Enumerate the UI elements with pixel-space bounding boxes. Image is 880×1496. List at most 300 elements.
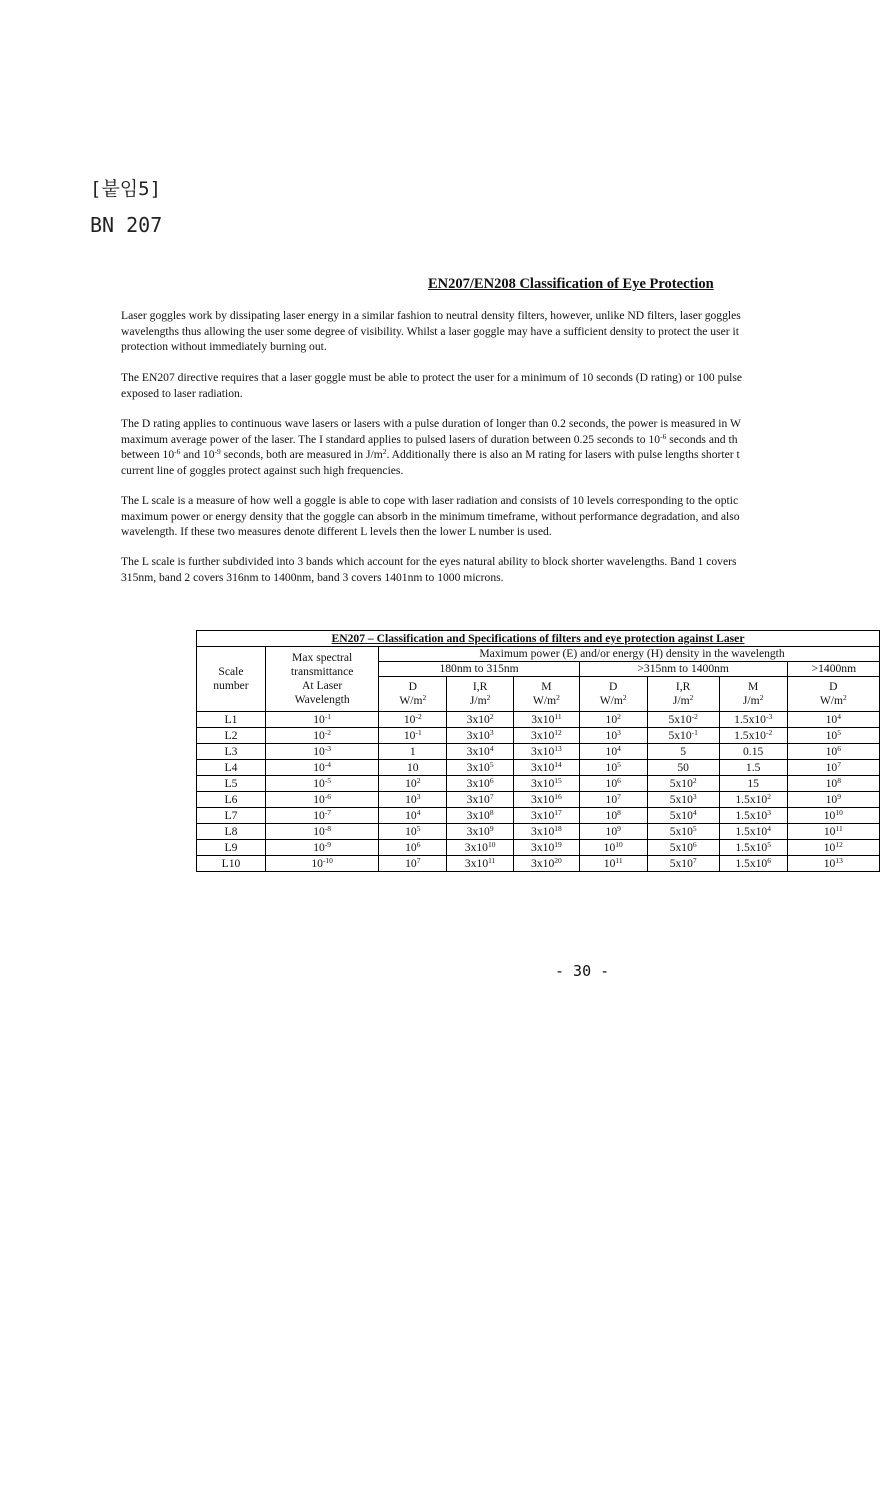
cell-exponent: 5 bbox=[416, 823, 421, 833]
unit-header bbox=[579, 677, 647, 712]
cell-value: L5 bbox=[224, 776, 238, 790]
cell-value: 10 bbox=[823, 840, 836, 854]
table-cell bbox=[379, 808, 447, 824]
cell-exponent: 2 bbox=[692, 775, 697, 785]
cell-value: 3x10 bbox=[531, 856, 555, 870]
cell-exponent: 7 bbox=[692, 855, 697, 865]
table-cell bbox=[647, 776, 719, 792]
table-cell bbox=[647, 760, 719, 776]
cell-exponent: 8 bbox=[489, 807, 494, 817]
classification-table-wrapper bbox=[196, 630, 857, 880]
header-line: At Laser bbox=[302, 679, 343, 692]
paragraph-line: wavelengths thus allowing the user some degree of visibility. Whilst a laser goggle may have a sufficient density to protect the user it bbox=[121, 324, 739, 338]
scale-level-cell bbox=[197, 728, 266, 744]
table-cell bbox=[379, 712, 447, 728]
paragraph-goggle-function bbox=[121, 308, 819, 355]
text-run: between 10 bbox=[121, 448, 175, 462]
superscript: -9 bbox=[214, 447, 221, 457]
cell-value: 10 bbox=[825, 792, 838, 806]
table-cell bbox=[647, 840, 719, 856]
cell-exponent: 3 bbox=[489, 727, 494, 737]
table-cell bbox=[265, 808, 378, 824]
section-title: EN207/EN208 Classification of Eye Protection bbox=[428, 276, 714, 292]
cell-value: 10 bbox=[313, 728, 325, 742]
document-code: BN 207 bbox=[90, 213, 163, 237]
cell-exponent: 6 bbox=[837, 743, 841, 753]
table-cell bbox=[447, 824, 514, 840]
table-cell bbox=[787, 824, 879, 840]
cell-exponent: 3 bbox=[416, 791, 421, 801]
cell-value: 3x10 bbox=[531, 824, 555, 838]
cell-exponent: -8 bbox=[324, 823, 332, 833]
cell-exponent: -1 bbox=[691, 727, 698, 737]
cell-value: 5 bbox=[680, 744, 687, 758]
cell-exponent: 13 bbox=[554, 743, 562, 753]
superscript: -6 bbox=[660, 431, 667, 441]
cell-value: 5x10 bbox=[668, 712, 692, 726]
table-cell bbox=[379, 824, 447, 840]
cell-value: 10 bbox=[825, 728, 838, 742]
cell-value: L8 bbox=[224, 824, 238, 838]
table-row bbox=[197, 776, 880, 792]
paragraph-line bbox=[121, 447, 819, 463]
cell-value: 10 bbox=[403, 712, 416, 726]
cell-value: 10 bbox=[825, 760, 838, 774]
cell-exponent: 12 bbox=[835, 839, 843, 849]
paragraph-line: wavelength. If these two measures denote different L levels then the lower L number is used. bbox=[121, 525, 552, 539]
cell-value: 10 bbox=[605, 712, 618, 726]
cell-value: L6 bbox=[224, 792, 238, 806]
table-cell bbox=[447, 808, 514, 824]
cell-exponent: -9 bbox=[324, 839, 332, 849]
table-cell bbox=[379, 728, 447, 744]
rating-label: I,R bbox=[472, 680, 488, 693]
cell-value: 10 bbox=[407, 760, 419, 774]
cell-value: 10 bbox=[403, 728, 416, 742]
table-cell bbox=[787, 760, 879, 776]
header-line: number bbox=[213, 679, 249, 692]
table-row bbox=[197, 712, 880, 728]
cell-value: 1.5x10 bbox=[735, 840, 768, 854]
superscript: -6 bbox=[174, 447, 181, 457]
table-cell bbox=[265, 712, 378, 728]
cell-value: L4 bbox=[224, 760, 238, 774]
cell-exponent: 5 bbox=[837, 727, 841, 737]
cell-exponent: -2 bbox=[765, 727, 773, 737]
cell-exponent: 11 bbox=[554, 711, 562, 721]
cell-value: 10 bbox=[823, 824, 836, 838]
unit-header bbox=[719, 677, 787, 712]
table-cell bbox=[265, 856, 378, 872]
table-row bbox=[197, 760, 880, 776]
unit-label bbox=[379, 694, 446, 708]
table-cell bbox=[379, 744, 447, 760]
paragraph-line: 315nm, band 2 covers 316nm to 1400nm, band 3 covers 1401nm to 1000 microns. bbox=[121, 570, 504, 584]
table-row bbox=[197, 792, 880, 808]
cell-exponent: 7 bbox=[837, 759, 841, 769]
cell-exponent: -1 bbox=[324, 711, 332, 721]
cell-value: 10 bbox=[313, 840, 325, 854]
unit-exponent: 2 bbox=[486, 693, 491, 702]
table-cell bbox=[265, 840, 378, 856]
paragraph-en207-directive bbox=[121, 370, 819, 401]
rating-label: D bbox=[609, 680, 618, 693]
table-cell bbox=[719, 808, 787, 824]
table-cell bbox=[514, 744, 580, 760]
cell-exponent: -7 bbox=[324, 807, 332, 817]
table-cell bbox=[647, 744, 719, 760]
unit-label bbox=[580, 694, 647, 708]
table-cell bbox=[719, 760, 787, 776]
cell-value: 3x10 bbox=[531, 808, 555, 822]
cell-value: 3x10 bbox=[531, 744, 555, 758]
cell-exponent: -2 bbox=[415, 711, 422, 721]
table-cell bbox=[379, 776, 447, 792]
cell-value: 1.5x10 bbox=[735, 792, 768, 806]
cell-exponent: 5 bbox=[767, 839, 771, 849]
table-cell bbox=[379, 792, 447, 808]
cell-value: 10 bbox=[405, 840, 417, 854]
cell-exponent: -10 bbox=[322, 855, 333, 865]
cell-value: 3x10 bbox=[531, 792, 555, 806]
cell-value: 10 bbox=[311, 856, 323, 870]
density-group-header: Maximum power (E) and/or energy (H) density in the wavelength bbox=[379, 647, 880, 662]
superscript: 2 bbox=[382, 447, 387, 457]
cell-value: 10 bbox=[405, 808, 417, 822]
table-cell bbox=[447, 840, 514, 856]
cell-exponent: 2 bbox=[489, 711, 494, 721]
table-cell bbox=[265, 824, 378, 840]
cell-exponent: -3 bbox=[765, 711, 773, 721]
unit-header bbox=[787, 677, 879, 712]
cell-exponent: 4 bbox=[617, 743, 621, 753]
cell-value: 10 bbox=[605, 728, 618, 742]
cell-value: 50 bbox=[677, 760, 689, 774]
text-run: . Additionally there is also an M rating for lasers with pulse lengths shorter t bbox=[386, 448, 740, 462]
header-line: Max spectral bbox=[292, 651, 353, 664]
cell-value: 10 bbox=[823, 856, 836, 870]
table-row bbox=[197, 856, 880, 872]
cell-exponent: 4 bbox=[767, 823, 771, 833]
rating-label: M bbox=[747, 680, 759, 693]
table-cell bbox=[719, 776, 787, 792]
paragraph-line: exposed to laser radiation. bbox=[121, 386, 243, 400]
scale-level-cell bbox=[197, 824, 266, 840]
cell-exponent: 17 bbox=[554, 807, 562, 817]
cell-exponent: 2 bbox=[617, 711, 621, 721]
transmittance-header bbox=[265, 647, 378, 712]
cell-value: 10 bbox=[603, 840, 616, 854]
cell-exponent: -3 bbox=[324, 743, 332, 753]
cell-exponent: 5 bbox=[617, 759, 621, 769]
scale-level-cell bbox=[197, 712, 266, 728]
table-cell bbox=[579, 792, 647, 808]
paragraph-line: Laser goggles work by dissipating laser energy in a similar fashion to neutral density filters, however, unlike ND filters, laser goggles bbox=[121, 309, 741, 322]
cell-value: 1.5x10 bbox=[735, 808, 768, 822]
cell-exponent: 3 bbox=[617, 727, 621, 737]
cell-exponent: 11 bbox=[488, 855, 496, 865]
cell-exponent: 14 bbox=[554, 759, 562, 769]
paragraph-l-scale bbox=[121, 493, 819, 540]
cell-exponent: 10 bbox=[487, 839, 496, 849]
cell-exponent: 4 bbox=[692, 807, 697, 817]
cell-value: 5x10 bbox=[668, 728, 692, 742]
table-cell bbox=[265, 776, 378, 792]
cell-value: 10 bbox=[405, 776, 417, 790]
cell-value: 10 bbox=[605, 792, 618, 806]
cell-value: L9 bbox=[224, 840, 238, 854]
scale-level-cell bbox=[197, 856, 266, 872]
cell-exponent: 3 bbox=[692, 791, 697, 801]
cell-exponent: 13 bbox=[835, 855, 843, 865]
table-cell bbox=[647, 824, 719, 840]
cell-exponent: 6 bbox=[416, 839, 421, 849]
unit-exponent: 2 bbox=[422, 693, 427, 702]
paragraph-line: The D rating applies to continuous wave lasers or lasers with a pulse duration of longer than 0.2 seconds, the power is measured in W bbox=[121, 417, 741, 430]
cell-value: 3x10 bbox=[466, 792, 490, 806]
classification-table bbox=[196, 630, 880, 872]
cell-value: 10 bbox=[405, 856, 417, 870]
cell-value: 10 bbox=[313, 744, 325, 758]
table-cell bbox=[719, 712, 787, 728]
table-cell bbox=[787, 744, 879, 760]
unit-base: J/m bbox=[742, 694, 760, 707]
rating-label: I,R bbox=[675, 680, 691, 693]
cell-value: 10 bbox=[313, 824, 325, 838]
table-cell bbox=[447, 856, 514, 872]
text-run: seconds and th bbox=[666, 432, 738, 446]
cell-exponent: 3 bbox=[767, 807, 771, 817]
cell-value: 1.5x10 bbox=[734, 728, 766, 742]
table-cell bbox=[787, 808, 879, 824]
cell-exponent: 4 bbox=[416, 807, 421, 817]
table-cell bbox=[514, 840, 580, 856]
cell-exponent: 8 bbox=[837, 775, 841, 785]
table-cell bbox=[579, 840, 647, 856]
text-run: and 10 bbox=[180, 448, 215, 462]
table-row bbox=[197, 744, 880, 760]
scale-number-header bbox=[197, 647, 266, 712]
table-cell bbox=[719, 856, 787, 872]
paragraph-l-scale-bands bbox=[121, 554, 819, 585]
table-cell bbox=[579, 744, 647, 760]
cell-value: 10 bbox=[605, 744, 618, 758]
cell-exponent: 5 bbox=[692, 823, 697, 833]
cell-value: 3x10 bbox=[466, 744, 490, 758]
table-cell bbox=[787, 728, 879, 744]
paragraph-line: maximum power or energy density that the goggle can absorb in the minimum timeframe, without performance degradation, and also bbox=[121, 509, 740, 523]
cell-value: 3x10 bbox=[466, 824, 490, 838]
cell-exponent: 12 bbox=[554, 727, 562, 737]
cell-exponent: 4 bbox=[489, 743, 494, 753]
cell-exponent: -4 bbox=[324, 759, 332, 769]
unit-header bbox=[447, 677, 514, 712]
cell-value: 3x10 bbox=[466, 776, 490, 790]
unit-base: J/m bbox=[469, 694, 487, 707]
paragraph-line bbox=[121, 432, 819, 448]
table-cell bbox=[379, 856, 447, 872]
cell-value: 3x10 bbox=[464, 856, 489, 870]
table-cell bbox=[719, 792, 787, 808]
cell-exponent: 4 bbox=[837, 711, 841, 721]
band-header: >1400nm bbox=[787, 662, 879, 677]
table-cell bbox=[719, 840, 787, 856]
header-line: Wavelength bbox=[294, 693, 350, 706]
cell-exponent: 9 bbox=[617, 823, 621, 833]
unit-base: W/m bbox=[399, 694, 423, 707]
table-cell bbox=[514, 792, 580, 808]
cell-value: 5x10 bbox=[669, 792, 693, 806]
table-row bbox=[197, 808, 880, 824]
cell-value: 1.5x10 bbox=[735, 856, 768, 870]
cell-value: 0.15 bbox=[743, 744, 764, 758]
cell-exponent: 19 bbox=[554, 839, 562, 849]
table-cell bbox=[447, 744, 514, 760]
page-number: - 30 - bbox=[555, 962, 610, 980]
cell-value: 15 bbox=[747, 776, 759, 790]
cell-value: 3x10 bbox=[464, 840, 488, 854]
unit-header bbox=[379, 677, 447, 712]
table-cell bbox=[579, 808, 647, 824]
cell-value: 3x10 bbox=[466, 712, 490, 726]
cell-value: 10 bbox=[605, 808, 618, 822]
table-cell bbox=[514, 808, 580, 824]
table-cell bbox=[514, 712, 580, 728]
cell-value: 5x10 bbox=[669, 840, 693, 854]
unit-label bbox=[447, 694, 513, 708]
cell-value: 10 bbox=[313, 776, 325, 790]
table-row bbox=[197, 824, 880, 840]
table-cell bbox=[514, 776, 580, 792]
cell-exponent: 18 bbox=[554, 823, 562, 833]
rating-label: M bbox=[541, 680, 552, 693]
paragraph-line: The L scale is further subdivided into 3 bands which account for the eyes natural ability to block shorter wavelengths. Band 1 covers bbox=[121, 555, 737, 568]
cell-exponent: 15 bbox=[554, 775, 562, 785]
unit-base: W/m bbox=[532, 694, 557, 707]
table-cell bbox=[787, 712, 879, 728]
table-cell bbox=[647, 808, 719, 824]
cell-exponent: -2 bbox=[324, 727, 332, 737]
unit-header bbox=[647, 677, 719, 712]
table-cell bbox=[579, 856, 647, 872]
cell-exponent: 5 bbox=[489, 759, 494, 769]
table-cell bbox=[447, 728, 514, 744]
scale-level-cell bbox=[197, 776, 266, 792]
table-cell bbox=[265, 728, 378, 744]
cell-value: L3 bbox=[224, 744, 238, 758]
cell-exponent: 6 bbox=[489, 775, 494, 785]
cell-value: 10 bbox=[605, 760, 618, 774]
cell-value: 5x10 bbox=[669, 808, 693, 822]
unit-header bbox=[514, 677, 580, 712]
unit-label bbox=[648, 694, 719, 708]
cell-exponent: -6 bbox=[324, 791, 332, 801]
table-cell bbox=[514, 728, 580, 744]
cell-value: 10 bbox=[603, 856, 616, 870]
paragraph-line: current line of goggles protect against such high frequencies. bbox=[121, 463, 404, 477]
cell-value: 3x10 bbox=[531, 776, 555, 790]
cell-value: 3x10 bbox=[466, 808, 490, 822]
table-cell bbox=[265, 744, 378, 760]
table-cell bbox=[787, 840, 879, 856]
table-cell bbox=[787, 856, 879, 872]
cell-exponent: 6 bbox=[767, 855, 771, 865]
cell-exponent: 6 bbox=[692, 839, 697, 849]
paragraph-line: The EN207 directive requires that a laser goggle must be able to protect the user for a minimum of 10 seconds (D rating) or 100 pulse bbox=[121, 371, 743, 384]
text-run: seconds, both are measured in J/m bbox=[220, 448, 383, 462]
cell-value: 10 bbox=[825, 712, 838, 726]
cell-value: 10 bbox=[405, 824, 417, 838]
table-cell bbox=[447, 760, 514, 776]
cell-value: 10 bbox=[313, 760, 325, 774]
table-cell bbox=[647, 712, 719, 728]
table-row bbox=[197, 728, 880, 744]
cell-value: 10 bbox=[313, 712, 325, 726]
scale-level-cell bbox=[197, 808, 266, 824]
cell-value: 3x10 bbox=[531, 712, 555, 726]
cell-value: 10 bbox=[825, 744, 838, 758]
cell-value: 10 bbox=[605, 824, 618, 838]
unit-exponent: 2 bbox=[759, 693, 764, 702]
cell-value: 1.5x10 bbox=[734, 712, 766, 726]
cell-value: 5x10 bbox=[669, 856, 693, 870]
unit-label bbox=[788, 694, 879, 708]
table-cell bbox=[787, 776, 879, 792]
table-cell bbox=[579, 728, 647, 744]
cell-value: L1 bbox=[224, 712, 238, 726]
table-cell bbox=[579, 760, 647, 776]
cell-value: 3x10 bbox=[466, 728, 490, 742]
table-cell bbox=[719, 728, 787, 744]
table-cell bbox=[647, 856, 719, 872]
scale-level-cell bbox=[197, 744, 266, 760]
cell-exponent: 9 bbox=[489, 823, 494, 833]
cell-value: 3x10 bbox=[531, 840, 555, 854]
cell-value: 10 bbox=[823, 808, 836, 822]
table-cell bbox=[514, 760, 580, 776]
band-header: >315nm to 1400nm bbox=[579, 662, 787, 677]
table-cell bbox=[514, 824, 580, 840]
unit-label bbox=[720, 694, 787, 708]
table-cell bbox=[579, 776, 647, 792]
cell-exponent: 7 bbox=[489, 791, 494, 801]
cell-value: 3x10 bbox=[466, 760, 490, 774]
cell-value: L7 bbox=[224, 808, 238, 822]
cell-value: 1.5x10 bbox=[735, 824, 768, 838]
table-cell bbox=[447, 712, 514, 728]
cell-value: 5x10 bbox=[669, 824, 693, 838]
table-cell bbox=[647, 728, 719, 744]
rating-label: D bbox=[408, 680, 417, 693]
unit-base: J/m bbox=[672, 694, 690, 707]
table-cell bbox=[579, 712, 647, 728]
annex-label: [붙임5] bbox=[90, 178, 162, 200]
cell-exponent: 10 bbox=[615, 839, 623, 849]
cell-exponent: 7 bbox=[617, 791, 621, 801]
unit-exponent: 2 bbox=[622, 693, 627, 702]
table-cell bbox=[719, 824, 787, 840]
cell-value: 10 bbox=[405, 792, 417, 806]
cell-exponent: 9 bbox=[837, 791, 841, 801]
table-title: EN207 – Classification and Specifications of filters and eye protection against Laser bbox=[197, 631, 880, 647]
cell-value: 3x10 bbox=[531, 760, 555, 774]
cell-exponent: 16 bbox=[554, 791, 562, 801]
cell-exponent: -2 bbox=[691, 711, 698, 721]
header-line: transmittance bbox=[290, 665, 354, 678]
cell-value: 5x10 bbox=[669, 776, 693, 790]
paragraph-line: protection without immediately burning out. bbox=[121, 340, 327, 354]
band-header: 180nm to 315nm bbox=[379, 662, 579, 677]
